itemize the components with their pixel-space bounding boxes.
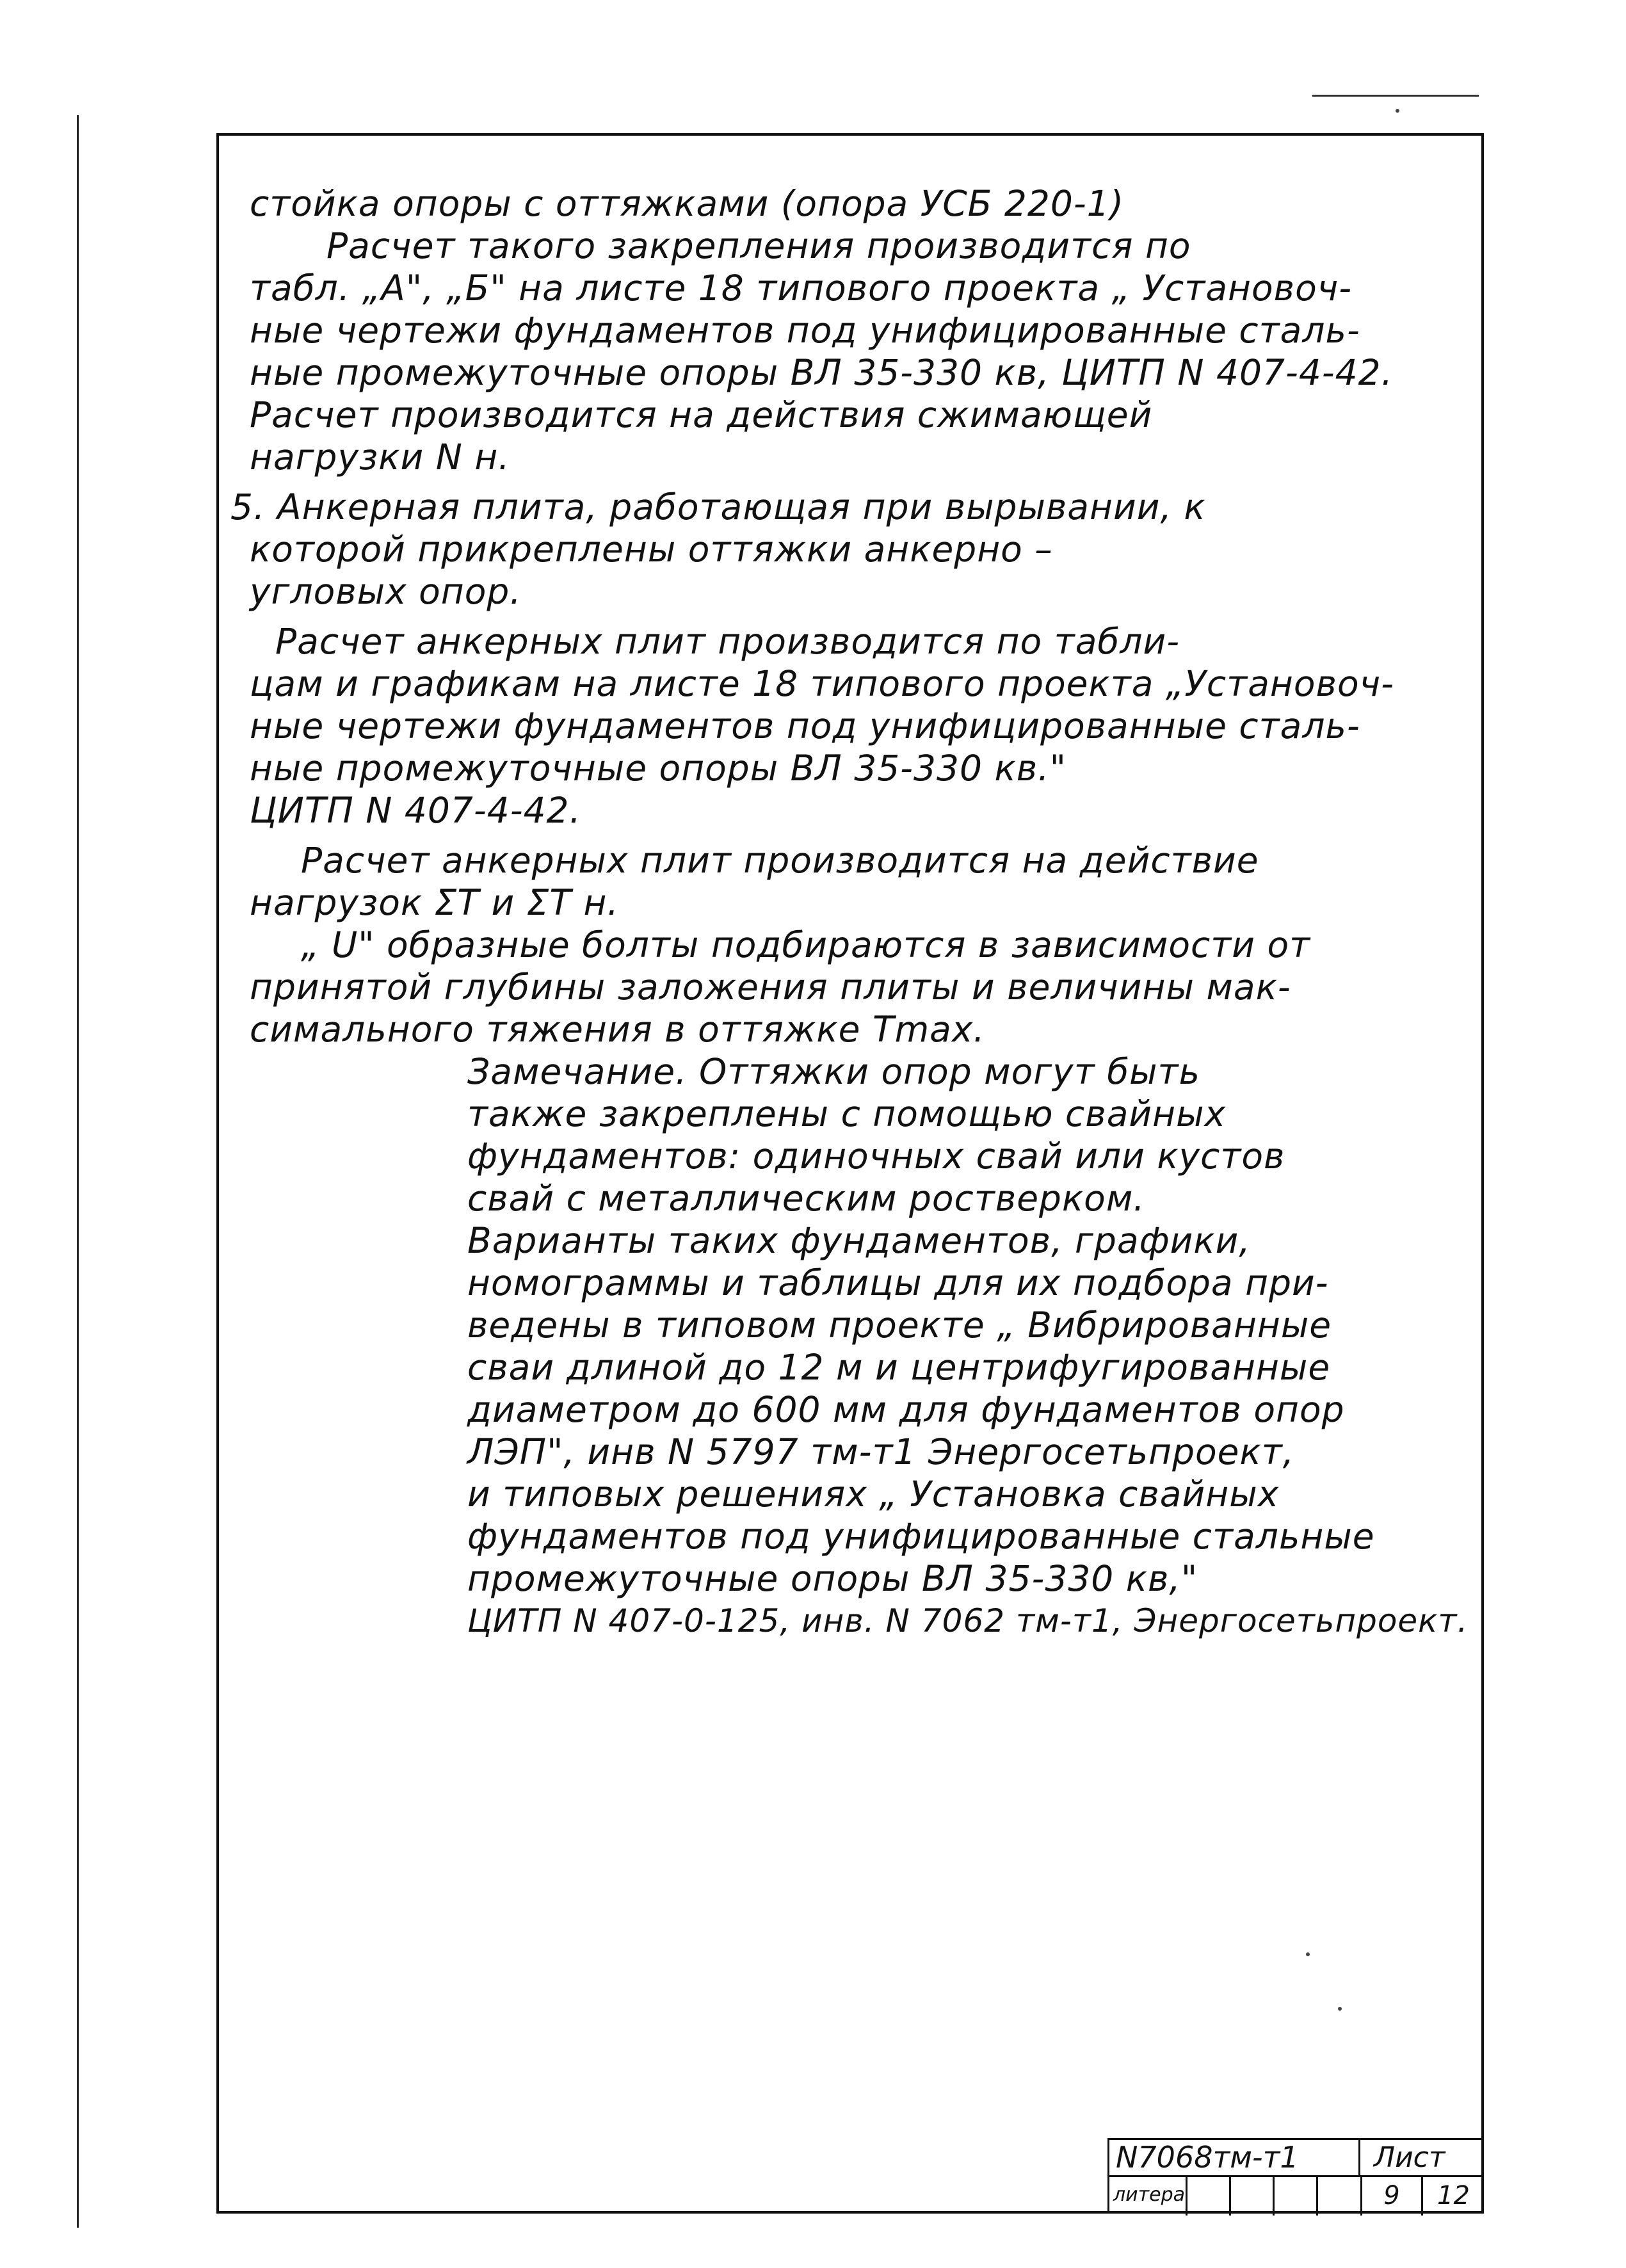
remark-line: номограммы и таблицы для их подбора при- [467, 1262, 1329, 1303]
document-code: N7068тм-т1 [1109, 2140, 1360, 2175]
remark-block [467, 1050, 1469, 1642]
remark-line: ЦИТП N 407-0-125, инв. N 7062 тм-т1, Энергосетьпроект. [467, 1602, 1469, 1639]
remark-line: фундаментов: одиночных свай или кустов [467, 1136, 1285, 1177]
remark-line: ведены в типовом проекте „ Вибрированные [467, 1305, 1332, 1346]
litera-cell [1231, 2177, 1275, 2216]
text-line: нагрузок ΣТ и ΣТ н. [250, 882, 619, 923]
litera-cell [1275, 2177, 1318, 2216]
text-line: табл. „А", „Б" на листе 18 типового проекта „ Установоч- [250, 268, 1353, 309]
document-body [230, 182, 1469, 1642]
remark-line: фундаментов под унифицированные стальные [467, 1516, 1375, 1557]
litera-cell [1187, 2177, 1231, 2216]
scan-speck [1396, 109, 1399, 113]
remark-line: промежуточные опоры ВЛ 35-330 кв," [467, 1558, 1198, 1599]
remark-line: свай с металлическим ростверком. [467, 1178, 1145, 1219]
remark-line: также закреплены с помощью свайных [467, 1093, 1227, 1134]
title-block-stamp [1107, 2138, 1484, 2214]
litera-label: литера [1109, 2177, 1187, 2216]
remark-line: Варианты таких фундаментов, графики, [467, 1220, 1251, 1261]
text-line: которой прикреплены оттяжки анкерно – [250, 529, 1053, 570]
litera-cell [1318, 2177, 1362, 2216]
remark-line: и типовых решениях „ Установка свайных [467, 1474, 1280, 1515]
text-line: „ U" образные болты подбираются в зависимости от [301, 924, 1311, 965]
scan-speck [1338, 2007, 1342, 2011]
text-line: цам и графикам на листе 18 типового проекта „Установоч- [250, 663, 1394, 704]
text-line: симального тяжения в оттяжке Tmax. [250, 1009, 985, 1050]
remark-line: ЛЭП", инв N 5797 тм-т1 Энергосетьпроект, [467, 1431, 1295, 1472]
text-line: стойка опоры с оттяжками (опора УСБ 220-1) [250, 183, 1125, 224]
text-line: Расчет такого закрепления производится по [326, 225, 1191, 266]
text-line: ные чертежи фундаментов под унифицированные сталь- [250, 310, 1360, 351]
sheet-label: Лист [1374, 2141, 1445, 2174]
text-line: Расчет анкерных плит производится на действие [301, 840, 1259, 881]
text-line: Расчет производится на действия сжимающей [250, 394, 1153, 435]
text-line: ные промежуточные опоры ВЛ 35-330 кв, ЦИТП N 407-4-42. [250, 352, 1394, 393]
sheet-number: 9 [1362, 2177, 1423, 2216]
text-line: ные чертежи фундаментов под унифицированные сталь- [250, 705, 1360, 746]
text-line: Расчет анкерных плит производится по табли- [275, 621, 1180, 662]
text-line: ные промежуточные опоры ВЛ 35-330 кв." [250, 748, 1067, 789]
list-item-5: 5. Анкерная плита, работающая при вырывании, к [230, 487, 1206, 527]
text-line: принятой глубины заложения плиты и величины мак- [250, 967, 1291, 1008]
text-line: ЦИТП N 407-4-42. [250, 790, 582, 831]
scan-speck [1306, 1952, 1310, 1956]
remark-line: диаметром до 600 мм для фундаментов опор [467, 1389, 1345, 1430]
left-margin-rule [77, 115, 79, 2228]
text-line: нагрузки N н. [250, 437, 510, 478]
sheet-total: 12 [1437, 2181, 1470, 2210]
stamp-bottom-row [1109, 2177, 1484, 2216]
remark-line: Замечание. Оттяжки опор могут быть [467, 1051, 1201, 1092]
stamp-top-row [1109, 2140, 1484, 2177]
top-margin-rule [1312, 95, 1479, 97]
text-line: угловых опор. [250, 571, 522, 612]
remark-line: сваи длиной до 12 м и центрифугированные [467, 1347, 1331, 1388]
